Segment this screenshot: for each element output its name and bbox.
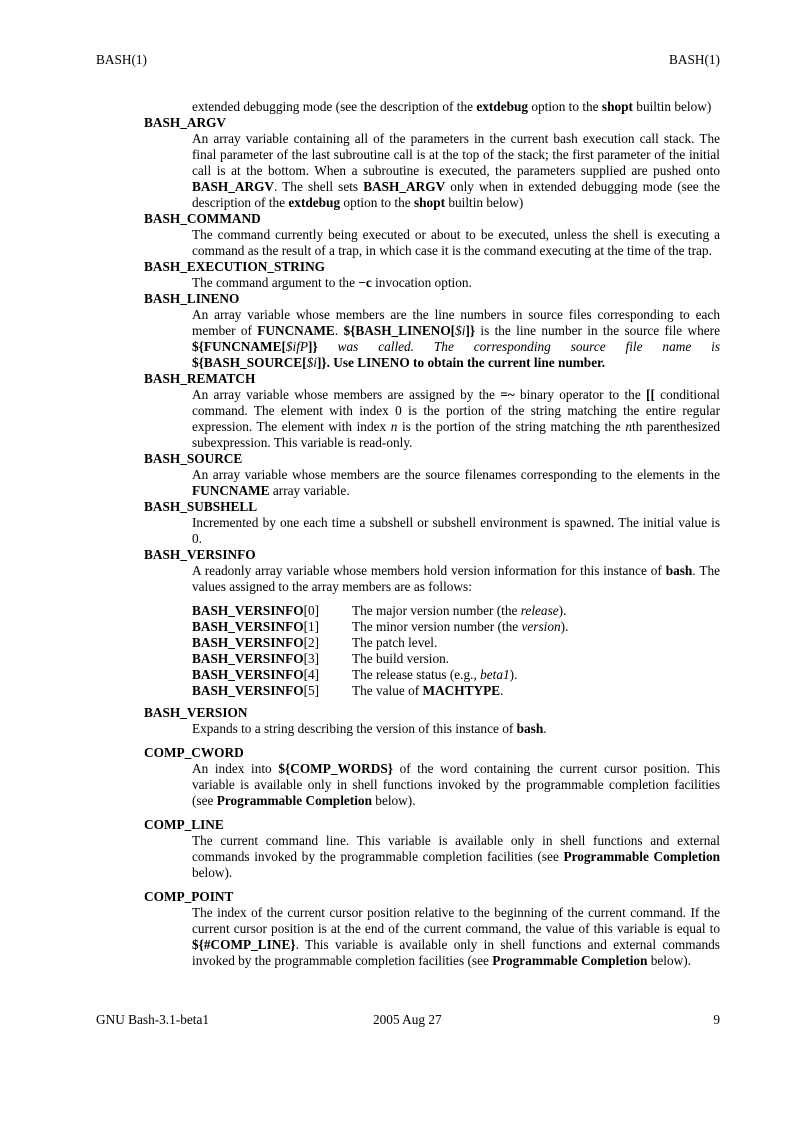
term-bash-command: BASH_COMMAND — [144, 211, 261, 226]
term-comp-cword: COMP_CWORD — [144, 745, 244, 760]
versinfo-row: BASH_VERSINFO[1] The minor version number (the version). — [192, 619, 569, 634]
desc-comp-line: The current command line. This variable is available only in shell functions and external commands invoked by the programmable completion facilities (see Programmable Completion below). — [192, 833, 720, 880]
desc-bash-subshell: Incremented by one each time a subshell or subshell environment is spawned. The initial value is 0. — [192, 515, 720, 546]
versinfo-row: BASH_VERSINFO[3] The build version. — [192, 651, 450, 666]
desc-bash-command: The command currently being executed or about to be executed, unless the shell is executing a command as the result of a trap, in which case it is the command executing at the time of the trap. — [192, 227, 720, 258]
desc-comp-cword: An index into ${COMP_WORDS} of the word containing the current cursor position. This variable is available only in shell functions invoked by the programmable completion facilities (see Programmable Completion below). — [192, 761, 720, 808]
continuation-line: extended debugging mode (see the description of the extdebug option to the shopt builtin below) — [192, 99, 712, 114]
term-bash-rematch: BASH_REMATCH — [144, 371, 256, 386]
desc-comp-point: The index of the current cursor position relative to the beginning of the current command. If the current cursor position is at the end of the current command, the value of this variable is equal to ${#COMP_LINE}. This variable is available only in shell functions and external commands invoked by the programmable completion facilities (see Programmable Completion below). — [192, 905, 720, 968]
header-right: BASH(1) — [669, 52, 720, 67]
header-left: BASH(1) — [96, 52, 147, 67]
man-page-body — [144, 99, 720, 969]
versinfo-row: BASH_VERSINFO[5] The value of MACHTYPE. — [192, 683, 504, 698]
desc-bash-source: An array variable whose members are the source filenames corresponding to the elements in the FUNCNAME array variable. — [192, 467, 720, 498]
term-bash-versinfo: BASH_VERSINFO — [144, 547, 256, 562]
term-comp-point: COMP_POINT — [144, 889, 234, 904]
spacer — [144, 737, 720, 745]
desc-bash-versinfo: A readonly array variable whose members hold version information for this instance of bash. The values assigned to the array members are as follows: — [192, 563, 720, 594]
spacer — [144, 881, 720, 889]
term-bash-lineno: BASH_LINENO — [144, 291, 240, 306]
desc-bash-rematch: An array variable whose members are assigned by the =~ binary operator to the [[ conditional command. The element with index 0 is the portion of the string matching the entire regular expression. The element with index n is the portion of the string matching the nth parenthesized subexpression. This variable is read-only. — [192, 387, 721, 450]
versinfo-row: BASH_VERSINFO[0] The major version number (the release). — [192, 603, 567, 618]
footer-page-number: 9 — [713, 1012, 720, 1027]
versinfo-table — [192, 603, 568, 699]
term-bash-argv: BASH_ARGV — [144, 115, 227, 130]
desc-bash-argv: An array variable containing all of the parameters in the current bash execution call stack. The final parameter of the last subroutine call is at the top of the stack; the first parameter of the initial call is at the bottom. When a subroutine is executed, the parameters supplied are pushed onto BASH_ARGV. The shell sets BASH_ARGV only when in extended debugging mode (see the description of the extdebug option to the shopt builtin below) — [192, 131, 720, 210]
desc-bash-lineno-cont: ${BASH_SOURCE[$i]}. Use LINENO to obtain the current line number. — [192, 355, 606, 370]
versinfo-row: BASH_VERSINFO[4] The release status (e.g., beta1). — [192, 667, 518, 682]
term-bash-subshell: BASH_SUBSHELL — [144, 499, 258, 514]
desc-bash-version: Expands to a string describing the version of this instance of bash. — [192, 721, 547, 736]
versinfo-row: BASH_VERSINFO[2] The patch level. — [192, 635, 438, 650]
term-bash-source: BASH_SOURCE — [144, 451, 243, 466]
footer-date: 2005 Aug 27 — [373, 1012, 442, 1027]
spacer — [144, 809, 720, 817]
term-comp-line: COMP_LINE — [144, 817, 224, 832]
term-bash-execution-string: BASH_EXECUTION_STRING — [144, 259, 326, 274]
desc-bash-lineno: An array variable whose members are the line numbers in source files corresponding to each member of FUNCNAME. ${BASH_LINENO[$i]} is the line number in the source file where ${FUNCNAME[$ifP]} was called. The corresponding source file name is — [192, 307, 720, 354]
footer-left: GNU Bash-3.1-beta1 — [96, 1012, 209, 1027]
term-bash-version: BASH_VERSION — [144, 705, 248, 720]
desc-bash-execution-string: The command argument to the −c invocation option. — [192, 275, 472, 290]
